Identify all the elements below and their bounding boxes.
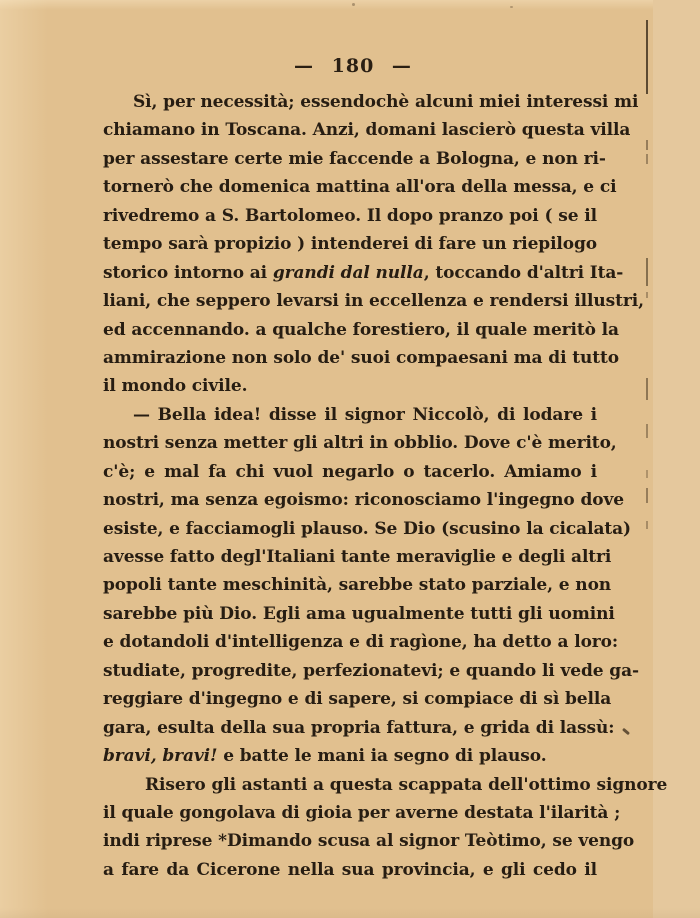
scan-artifact-vline-segment: [646, 378, 648, 400]
text-line: reggiare d'ingegno e di sapere, si compiace di sì bella: [103, 689, 612, 710]
page-number-header: — 180 —: [294, 55, 412, 77]
text-line: ed accennando. a qualche forestiero, il quale meritò la: [103, 319, 619, 340]
text-line: c'è; e mal fa chi vuol negarlo o tacerlo. Amiamo i: [103, 461, 597, 482]
text-line: avesse fatto degl'Italiani tante meraviglie e degli altri: [103, 547, 612, 567]
scan-artifact-vline-segment: [646, 20, 648, 94]
text-line: rivedremo a S. Bartolomeo. Il dopo pranzo poi ( se il: [103, 205, 597, 226]
text-line: popoli tante meschinità, sarebbe stato parziale, e non: [103, 575, 612, 596]
text-line: il mondo civile.: [103, 376, 248, 397]
text-line: Sì, per necessità; essendochè alcuni miei interessi mi: [133, 92, 639, 112]
scan-artifact-vline-segment: [646, 488, 648, 503]
scan-artifact-vline-segment: [646, 154, 648, 164]
text-line: sarebbe più Dio. Egli ama ugualmente tutti gli uomini: [103, 603, 615, 624]
text-line: nostri senza metter gli altri in obblio. Dove c'è merito,: [103, 433, 617, 454]
text-line: — Bella idea! disse il signor Niccolò, di lodare i: [133, 404, 597, 425]
text-line: il quale gongolava di gioia per averne destata l'ilarità ;: [103, 802, 621, 823]
text-line: tempo sarà propizio ) intenderei di fare un riepilogo: [103, 234, 598, 255]
text-line: ammirazione non solo de' suoi compaesani ma di tutto: [103, 347, 619, 368]
scan-artifact-vline-segment: [646, 292, 648, 298]
text-line: bravi, bravi! e batte le mani ia segno di plauso.: [103, 746, 547, 767]
text-line: chiamano in Toscana. Anzi, domani lascierò questa villa: [103, 120, 631, 141]
text-line: studiate, progredite, perfezionatevi; e quando li vede ga-: [103, 660, 639, 681]
text-line: storico intorno ai grandi dal nulla, toccando d'altri Ita-: [103, 262, 624, 283]
text-line: e dotandoli d'intelligenza e di ragìone, ha detto a loro:: [103, 632, 619, 653]
scan-artifact-vline-segment: [646, 470, 648, 478]
text-block: [103, 88, 668, 884]
scan-artifact-speck: [622, 728, 630, 735]
paper-edge-top: [0, 0, 700, 10]
scan-artifact-vline-segment: [646, 258, 648, 286]
scan-artifact-speck: [352, 3, 355, 6]
text-line: per assestare certe mie faccende a Bologna, e non ri-: [103, 148, 606, 169]
text-line: tornerò che domenica mattina all'ora della messa, e ci: [103, 177, 617, 198]
text-line: indi riprese *Dimando scusa al signor Teòtimo, se vengo: [103, 831, 635, 852]
text-line: gara, esulta della sua propria fattura, e grida di lassù:: [103, 717, 615, 738]
text-line: esiste, e facciamogli plauso. Se Dio (scusino la cicalata): [103, 518, 631, 539]
text-line: liani, che seppero levarsi in eccellenza e rendersi illustri,: [103, 291, 644, 312]
scan-artifact-vline-segment: [646, 424, 648, 438]
paper-edge-left: [0, 0, 48, 918]
text-line: nostri, ma senza egoismo: riconosciamo l'ingegno dove: [103, 490, 624, 511]
paper-edge-bottom: [0, 908, 700, 918]
scan-artifact-speck: [510, 6, 513, 8]
scan-artifact-vline-segment: [646, 521, 648, 529]
text-line: a fare da Cicerone nella sua provincia, e gli cedo il: [103, 859, 597, 880]
scan-artifact-vline-segment: [646, 140, 648, 150]
text-line: Risero gli astanti a questa scappata dell'ottimo signore: [145, 774, 668, 795]
